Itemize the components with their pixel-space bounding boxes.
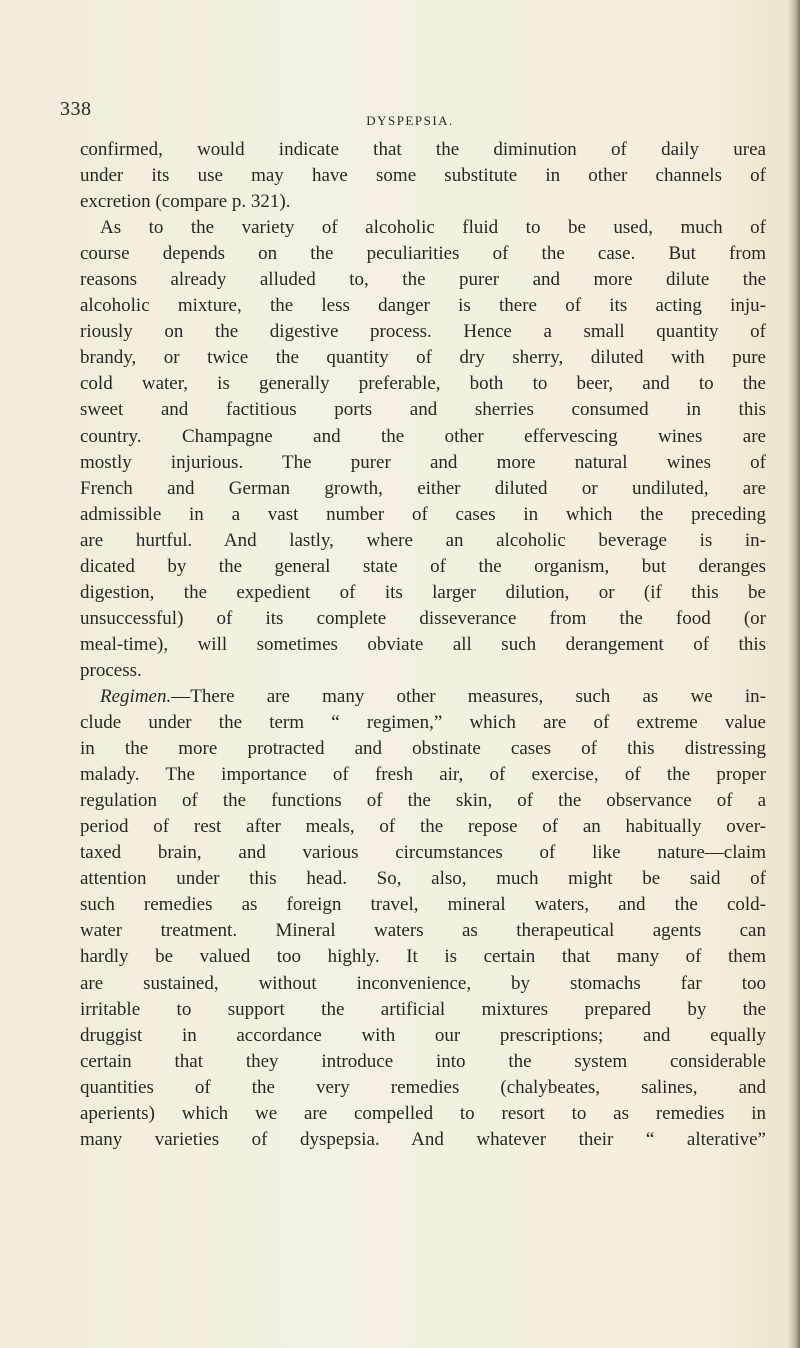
text-line: irritable to support the artificial mixtures prepared by the — [80, 998, 766, 1020]
text-line: certain that they introduce into the system considerable — [80, 1050, 766, 1072]
page-edge-shadow — [788, 0, 800, 1348]
text-line: in the more protracted and obstinate cases of this distressing — [80, 738, 766, 760]
text-line: mostly injurious. The purer and more natural wines of — [80, 451, 766, 473]
text-line: are hurtful. And lastly, where an alcoholic beverage is in- — [80, 529, 766, 551]
text-line: excretion (compare p. 321). — [80, 191, 291, 213]
text-line: sweet and factitious ports and sherries consumed in this — [80, 399, 766, 421]
text-line: admissible in a vast number of cases in which the preceding — [80, 503, 766, 525]
text-line: malady. The importance of fresh air, of exercise, of the proper — [80, 764, 766, 786]
text-line: attention under this head. So, also, much might be said of — [80, 868, 766, 890]
text-line: many varieties of dyspepsia. And whatever their “ alterative” — [80, 1128, 766, 1150]
text-line: brandy, or twice the quantity of dry sherry, diluted with pure — [80, 347, 766, 369]
text-line: cold water, is generally preferable, both to beer, and to the — [80, 373, 766, 395]
text-line: country. Champagne and the other effervescing wines are — [80, 425, 766, 447]
text-line: regulation of the functions of the skin, of the observance of a — [80, 790, 766, 812]
text-line: hardly be valued too highly. It is certain that many of them — [80, 946, 766, 968]
paragraph-start-line: As to the variety of alcoholic fluid to be used, much of — [100, 217, 766, 239]
text-line: clude under the term “ regimen,” which are of extreme value — [80, 712, 766, 734]
text-line: French and German growth, either diluted or undiluted, are — [80, 477, 766, 499]
text-line: dicated by the general state of the organism, but deranges — [80, 555, 766, 577]
text-line: digestion, the expedient of its larger dilution, or (if this be — [80, 581, 766, 603]
text-line: alcoholic mixture, the less danger is there of its acting inju- — [80, 295, 766, 317]
text-line: riously on the digestive process. Hence a small quantity of — [80, 321, 766, 343]
text-line: course depends on the peculiarities of the case. But from — [80, 243, 766, 265]
body-text — [80, 137, 766, 1153]
text-line: process. — [80, 659, 142, 681]
text-line: reasons already alluded to, the purer and more dilute the — [80, 269, 766, 291]
text-line: meal-time), will sometimes obviate all such derangement of this — [80, 633, 766, 655]
text-line: are sustained, without inconvenience, by stomachs far too — [80, 972, 766, 994]
text-line: taxed brain, and various circumstances of like nature—claim — [80, 842, 766, 864]
text-line: aperients) which we are compelled to resort to as remedies in — [80, 1102, 766, 1124]
text-line: under its use may have some substitute in other channels of — [80, 165, 766, 187]
text-line: druggist in accordance with our prescriptions; and equally — [80, 1024, 766, 1046]
paragraph-start-line — [80, 684, 766, 710]
text-fragment: —There are many other measures, such as we in- — [171, 685, 766, 707]
running-head: DYSPEPSIA. — [366, 113, 454, 128]
text-line: unsuccessful) of its complete disseverance from the food (or — [80, 607, 766, 629]
section-heading-regimen: Regimen. — [100, 685, 172, 707]
text-line: such remedies as foreign travel, mineral waters, and the cold- — [80, 894, 766, 916]
text-line: confirmed, would indicate that the diminution of daily urea — [80, 139, 766, 160]
page-number: 338 — [60, 98, 92, 120]
text-line: water treatment. Mineral waters as therapeutical agents can — [80, 920, 766, 942]
text-line: period of rest after meals, of the repose of an habitually over- — [80, 816, 766, 838]
text-line: quantities of the very remedies (chalybeates, salines, and — [80, 1076, 766, 1098]
